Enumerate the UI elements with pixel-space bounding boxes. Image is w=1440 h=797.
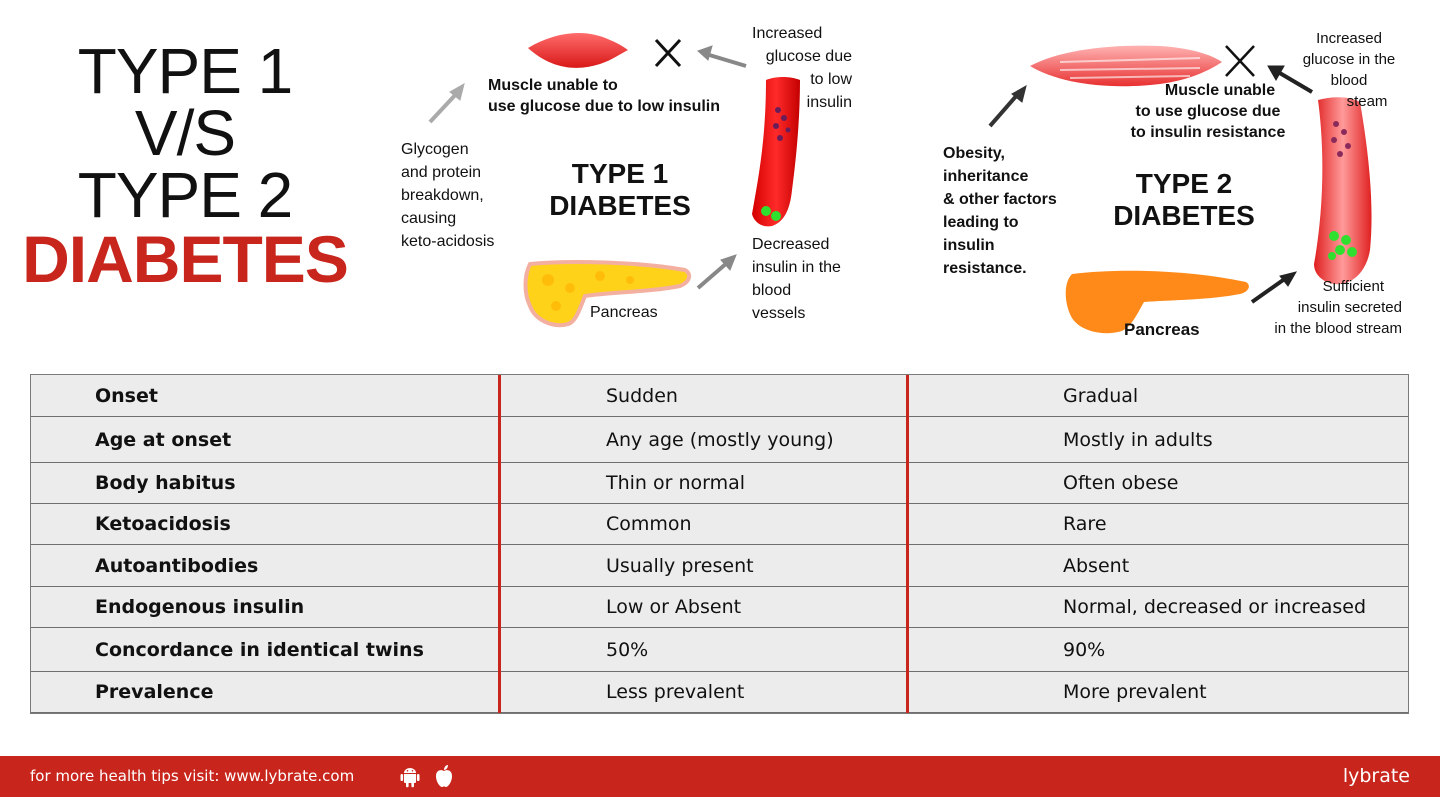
type1-value: Less prevalent [606, 681, 745, 703]
type2-value: Normal, decreased or increased [1063, 596, 1367, 618]
blood-vessel-icon [1314, 97, 1372, 284]
footer-text: for more health tips visit: www.lybrate.com [30, 767, 355, 785]
type2-obesity-label: Obesity, inheritance & other factors leading to insulin resistance. [943, 145, 1057, 277]
type1-value: Low or Absent [606, 596, 742, 618]
type2-glucose-label: Increased glucose in the blood steam [1302, 30, 1396, 110]
comparison-table [30, 374, 1409, 714]
arrow-icon [990, 86, 1026, 126]
type1-insulin-label: Decreased insulin in the blood vessels [752, 236, 841, 322]
arrow-icon [698, 46, 746, 66]
android-icon[interactable] [398, 765, 422, 789]
row-label: Concordance in identical twins [95, 638, 424, 661]
type2-value: Rare [1063, 513, 1107, 535]
table-row [31, 375, 1408, 417]
title-line-type2: TYPE 2 [77, 159, 293, 231]
row-label: Autoantibodies [95, 554, 259, 577]
type1-value: Thin or normal [606, 472, 746, 494]
type1-value: 50% [606, 638, 649, 661]
blocked-x-icon [656, 40, 680, 66]
page-title [20, 35, 350, 296]
type2-value: Gradual [1063, 384, 1139, 407]
type1-glucose-label: Increased glucose due to low insulin [752, 25, 852, 111]
type1-diagram-title: TYPE 1 DIABETES [549, 158, 691, 221]
blocked-x-icon [1226, 46, 1254, 76]
type1-value: Common [606, 513, 692, 535]
arrow-icon [698, 255, 736, 288]
table-row [31, 463, 1408, 504]
type2-value: Often obese [1063, 472, 1179, 494]
column-divider [498, 375, 501, 713]
title-line-type1: TYPE 1 [77, 35, 293, 107]
apple-icon[interactable] [432, 763, 456, 789]
arrow-icon [430, 84, 464, 122]
lybrate-logo [1343, 756, 1410, 797]
table-row [31, 587, 1408, 628]
title-line-diabetes: DIABETES [22, 222, 348, 296]
type1-pancreas-label: Pancreas [590, 304, 658, 321]
table-row [31, 672, 1408, 713]
brand-text: lybrate [1342, 765, 1410, 787]
type2-value: Absent [1063, 554, 1130, 577]
column-divider [906, 375, 909, 713]
type2-value: More prevalent [1063, 681, 1207, 703]
footer-bar [0, 756, 1440, 797]
row-label: Ketoacidosis [95, 513, 231, 535]
type1-value: Sudden [606, 384, 678, 407]
muscle-icon [528, 33, 628, 68]
row-label: Endogenous insulin [95, 596, 305, 618]
type2-muscle-label: Muscle unable to use glucose due to insulin resistance [1130, 82, 1286, 141]
type1-value: Usually present [606, 554, 754, 577]
table-row [31, 504, 1408, 545]
type2-value: Mostly in adults [1063, 428, 1213, 451]
type2-insulin-label: Sufficient insulin secreted in the blood stream [1274, 278, 1402, 337]
type1-muscle-label: Muscle unable to use glucose due to low insulin [488, 77, 721, 115]
row-label: Onset [95, 384, 158, 407]
type2-pancreas-label: Pancreas [1124, 320, 1200, 339]
type2-diagram-title: TYPE 2 DIABETES [1113, 168, 1255, 231]
type1-glycogen-label: Glycogen and protein breakdown, causing keto-acidosis [401, 141, 495, 250]
table-row [31, 545, 1408, 587]
table-row [31, 417, 1408, 463]
type2-value: 90% [1063, 638, 1106, 661]
row-label: Prevalence [95, 681, 214, 703]
row-label: Age at onset [95, 428, 232, 451]
table-row [31, 628, 1408, 672]
row-label: Body habitus [95, 472, 236, 494]
title-line-vs: V/S [134, 97, 236, 169]
type1-value: Any age (mostly young) [606, 428, 834, 451]
